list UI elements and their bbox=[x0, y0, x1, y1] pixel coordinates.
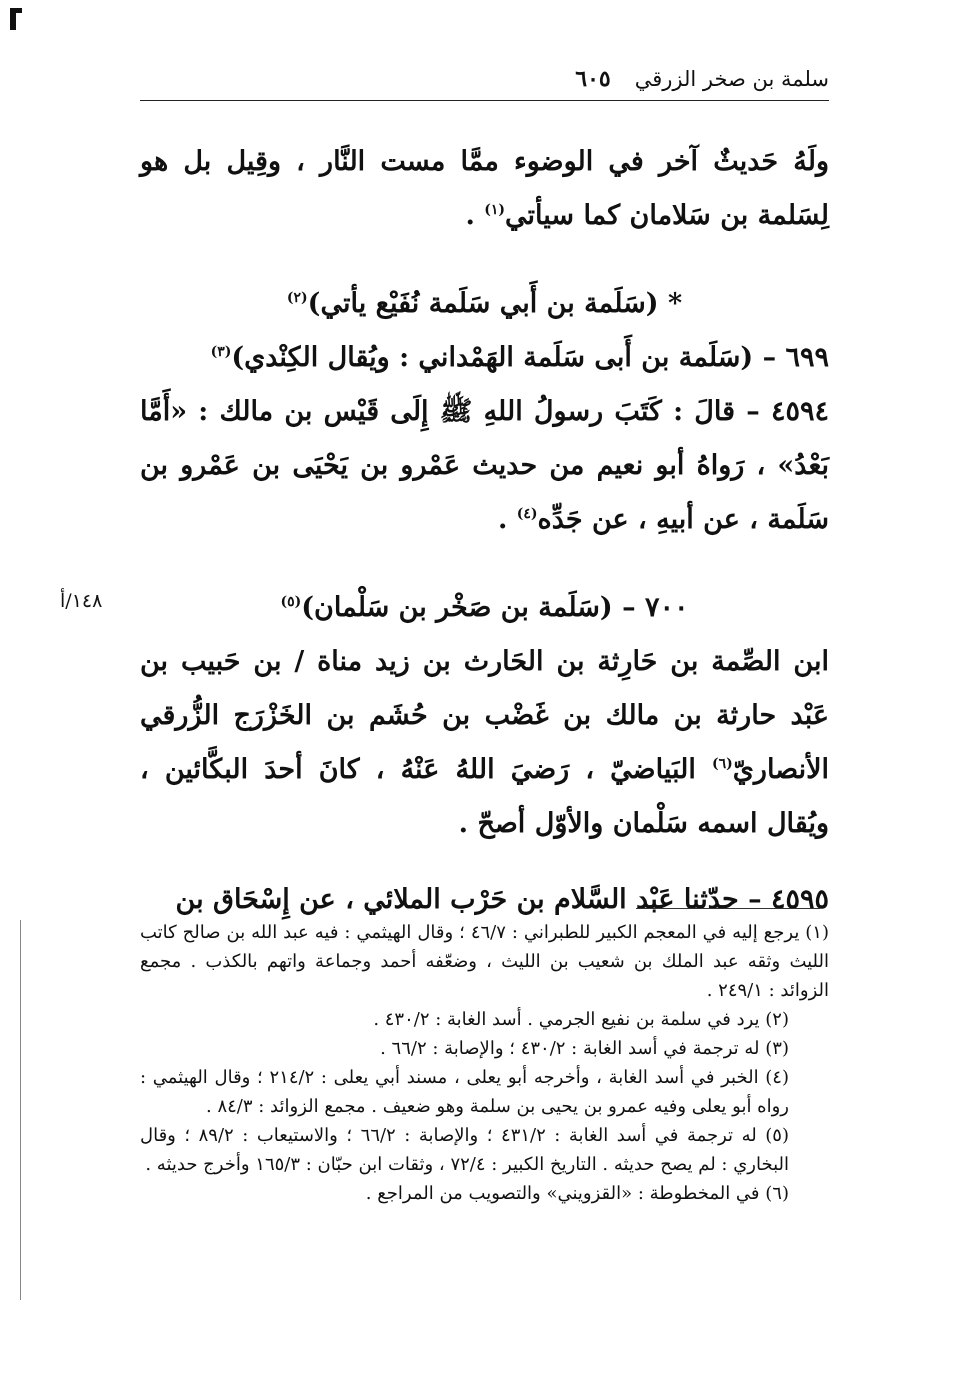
biography-text-a: ابن الصِّمة بن حَارِثة بن الحَارث بن زيد مناة / بن حَبيب بن عَبْد حارثة بن مالك بن غَضْب بن حُشَم بن الخَزْرَج الزُّرقي الأنصاريّ bbox=[140, 646, 829, 785]
footnote-ref-6[interactable]: (٦) bbox=[711, 756, 733, 772]
hadith-4594-text: قالَ : كَتَبَ رسولُ اللهِ ﷺ إِلَى قَيْس بن مالك : «أَمَّا بَعْدُ» ، رَواهُ أبو نعيم من حديث عَمْرو بن يَحْيَى بن عَمْرو بن سَلَمة ، عن أبيهِ ، عن جَدِّه bbox=[140, 396, 829, 535]
footnote-ref-5[interactable]: (٥) bbox=[280, 594, 302, 610]
heading-1-text: (سَلَمة بن أَبي سَلَمة نُفَيْع يأتي) bbox=[307, 288, 659, 319]
footnote-ref-3[interactable]: (٣) bbox=[210, 344, 232, 360]
footnote-5: (٥) له ترجمة في أسد الغابة : ٤٣١/٢ ؛ والإصابة : ٦٦/٢ ؛ والاستيعاب : ٨٩/٢ ؛ وقال البخاري : لم يصح حديثه . التاريخ الكبير : ٧٢/٤ ، وثقات ابن حبّان : ١٦٥/٣ وأخرج حديثه . bbox=[140, 1125, 789, 1175]
footnotes bbox=[140, 918, 829, 1208]
star-mark: * bbox=[667, 288, 683, 319]
footnote-2: (٢) يرد في سلمة بن نفيع الجرمي . أسد الغابة : ٤٣٠/٢ . bbox=[373, 1009, 789, 1030]
heading-salama-ibn-abi-salama-nufay bbox=[140, 277, 829, 331]
biography-text-b: البَياضيّ ، رَضيَ اللهُ عَنْهُ ، كانَ أحدَ البكَّائين ، ويُقال اسمه سَلْمان والأوّل أصحّ . bbox=[140, 754, 829, 839]
footnote-rule bbox=[636, 908, 820, 909]
header-rule bbox=[140, 100, 829, 101]
manuscript-folio-ref: ١٤٨/أ bbox=[60, 590, 103, 612]
paragraph-1-end: . bbox=[465, 200, 485, 231]
entry-number-700: ٧٠٠ – bbox=[622, 592, 689, 623]
crop-mark bbox=[10, 8, 16, 30]
running-title: سلمة بن صخر الزرقي bbox=[634, 67, 829, 91]
entry-number-699: ٦٩٩ – bbox=[762, 342, 829, 373]
heading-3-text: (سَلَمة بن صَخْر بن سَلْمان) bbox=[301, 592, 613, 623]
paragraph-1-text: ولَهُ حَديثٌ آخر في الوضوء ممَّا مست النَّار ، وقِيل بل هو لِسَلمة بن سَلامان كما سيأتي bbox=[140, 146, 829, 231]
main-text bbox=[140, 135, 829, 927]
footnote-ref-4[interactable]: (٤) bbox=[516, 506, 538, 522]
page-number: ٦٠٥ bbox=[575, 66, 611, 92]
biography-paragraph bbox=[140, 635, 829, 851]
footnote-ref-1[interactable]: (١) bbox=[484, 202, 506, 218]
hadith-4594 bbox=[140, 385, 829, 547]
footnote-3: (٣) له ترجمة في أسد الغابة : ٤٣٠/٢ ؛ والإصابة : ٦٦/٢ . bbox=[380, 1038, 789, 1059]
hadith-number-4595: ٤٥٩٥ – bbox=[748, 884, 829, 915]
footnote-1: (١) يرجع إليه في المعجم الكبير للطبراني : ٤٦/٧ ؛ وقال الهيثمي : فيه عبد الله بن صالح كاتب الليث وثقه عبد الملك بن شعيب بن الليث ، وضعّفه أحمد وجماعة واتهم بالكذب . مجمع الزوائد : ٢٤٩/١ . bbox=[140, 922, 829, 1001]
paragraph-1 bbox=[140, 135, 829, 243]
footnote-6: (٦) في المخطوطة : «القزويني» والتصويب من المراجع . bbox=[365, 1183, 789, 1204]
footnote-4: (٤) الخبر في أسد الغابة ، وأخرجه أبو يعلى ، مسند أبي يعلى : ٢١٤/٢ ؛ وقال الهيثمي : رواه أبو يعلى وفيه عمرو بن يحيى بن سلمة وهو ضعيف . مجمع الزوائد : ٨٤/٣ . bbox=[140, 1067, 789, 1117]
footnote-ref-2[interactable]: (٢) bbox=[286, 290, 308, 306]
hadith-4595-text: حدّثنا عَبْد السَّلام بن حَرْب الملائي ، عن إِسْحَاق بن bbox=[175, 884, 739, 915]
hadith-number-4594: ٤٥٩٤ – bbox=[746, 396, 829, 427]
hadith-4594-end: . bbox=[497, 504, 517, 535]
heading-entry-700 bbox=[140, 581, 829, 635]
heading-entry-699 bbox=[140, 331, 829, 385]
heading-2-text: (سَلَمة بن أَبى سَلَمة الهَمْداني : ويُقال الكِنْدي) bbox=[231, 342, 754, 373]
page-header bbox=[140, 62, 829, 96]
page-edge-line bbox=[20, 920, 21, 1300]
